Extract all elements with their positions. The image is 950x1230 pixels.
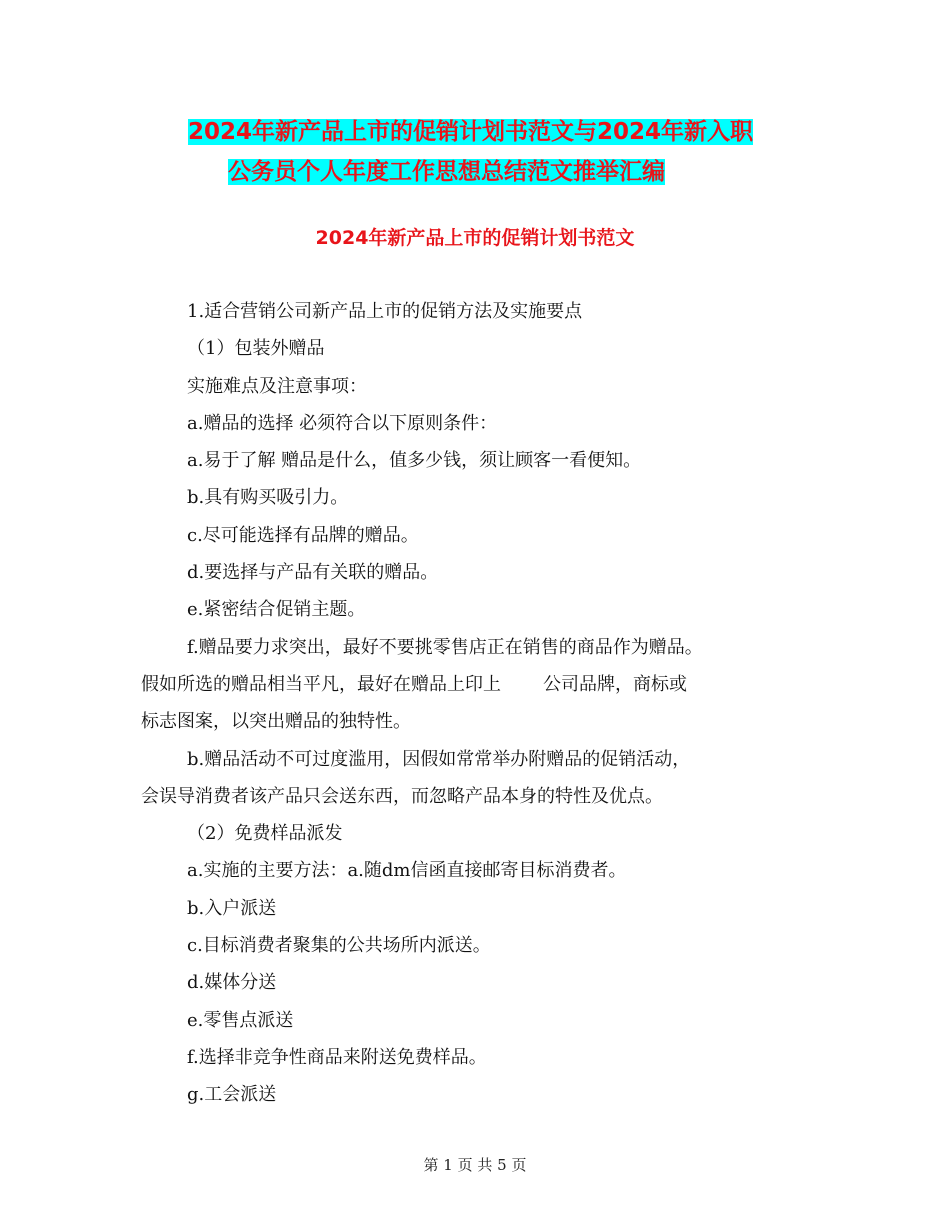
- paragraph: 1.适合营销公司新产品上市的促销方法及实施要点: [187, 301, 583, 322]
- paragraph: e.紧密结合促销主题。: [187, 599, 366, 621]
- paragraph: d.要选择与产品有关联的赠品。: [187, 562, 439, 584]
- paragraph-continuation: 假如所选的赠品相当平凡，最好在赠品上印上 公司品牌，商标或: [141, 673, 687, 695]
- paragraph: d.媒体分送: [187, 972, 277, 994]
- paragraph: a.易于了解 赠品是什么，值多少钱，须让顾客一看便知。: [187, 450, 642, 472]
- paragraph: 实施难点及注意事项：: [187, 375, 367, 397]
- paragraph-continuation: 标志图案，以突出赠品的独特性。: [141, 711, 411, 733]
- paragraph: （1）包装外赠品: [187, 338, 325, 360]
- document-title: [188, 112, 828, 192]
- section-title: 2024年新产品上市的促销计划书范文: [315, 227, 635, 249]
- document-body: [141, 293, 821, 1114]
- paragraph: （2）免费样品派发: [187, 823, 343, 845]
- title-line-1: 2024年新产品上市的促销计划书范文与2024年新入职: [188, 119, 754, 145]
- paragraph: g.工会派送: [187, 1084, 277, 1106]
- paragraph: b.入户派送: [187, 897, 277, 919]
- paragraph: a.实施的主要方法：a.随dm信函直接邮寄目标消费者。: [187, 860, 627, 882]
- paragraph: b.赠品活动不可过度滥用，因假如常常举办附赠品的促销活动，: [187, 748, 691, 770]
- paragraph: a.赠品的选择 必须符合以下原则条件：: [187, 412, 498, 434]
- title-line-2: 公务员个人年度工作思想总结范文推举汇编: [228, 159, 665, 185]
- paragraph: c.尽可能选择有品牌的赠品。: [187, 524, 419, 546]
- paragraph: f.赠品要力求突出，最好不要挑零售店正在销售的商品作为赠品。: [187, 636, 703, 658]
- page-footer: 第 1 页 共 5 页: [423, 1156, 527, 1174]
- paragraph-continuation: 会误导消费者该产品只会送东西，而忽略产品本身的特性及优点。: [141, 785, 663, 807]
- paragraph: f.选择非竞争性商品来附送免费样品。: [187, 1046, 487, 1068]
- paragraph: e.零售点派送: [187, 1009, 294, 1031]
- paragraph: b.具有购买吸引力。: [187, 487, 349, 509]
- paragraph: c.目标消费者聚集的公共场所内派送。: [187, 935, 491, 957]
